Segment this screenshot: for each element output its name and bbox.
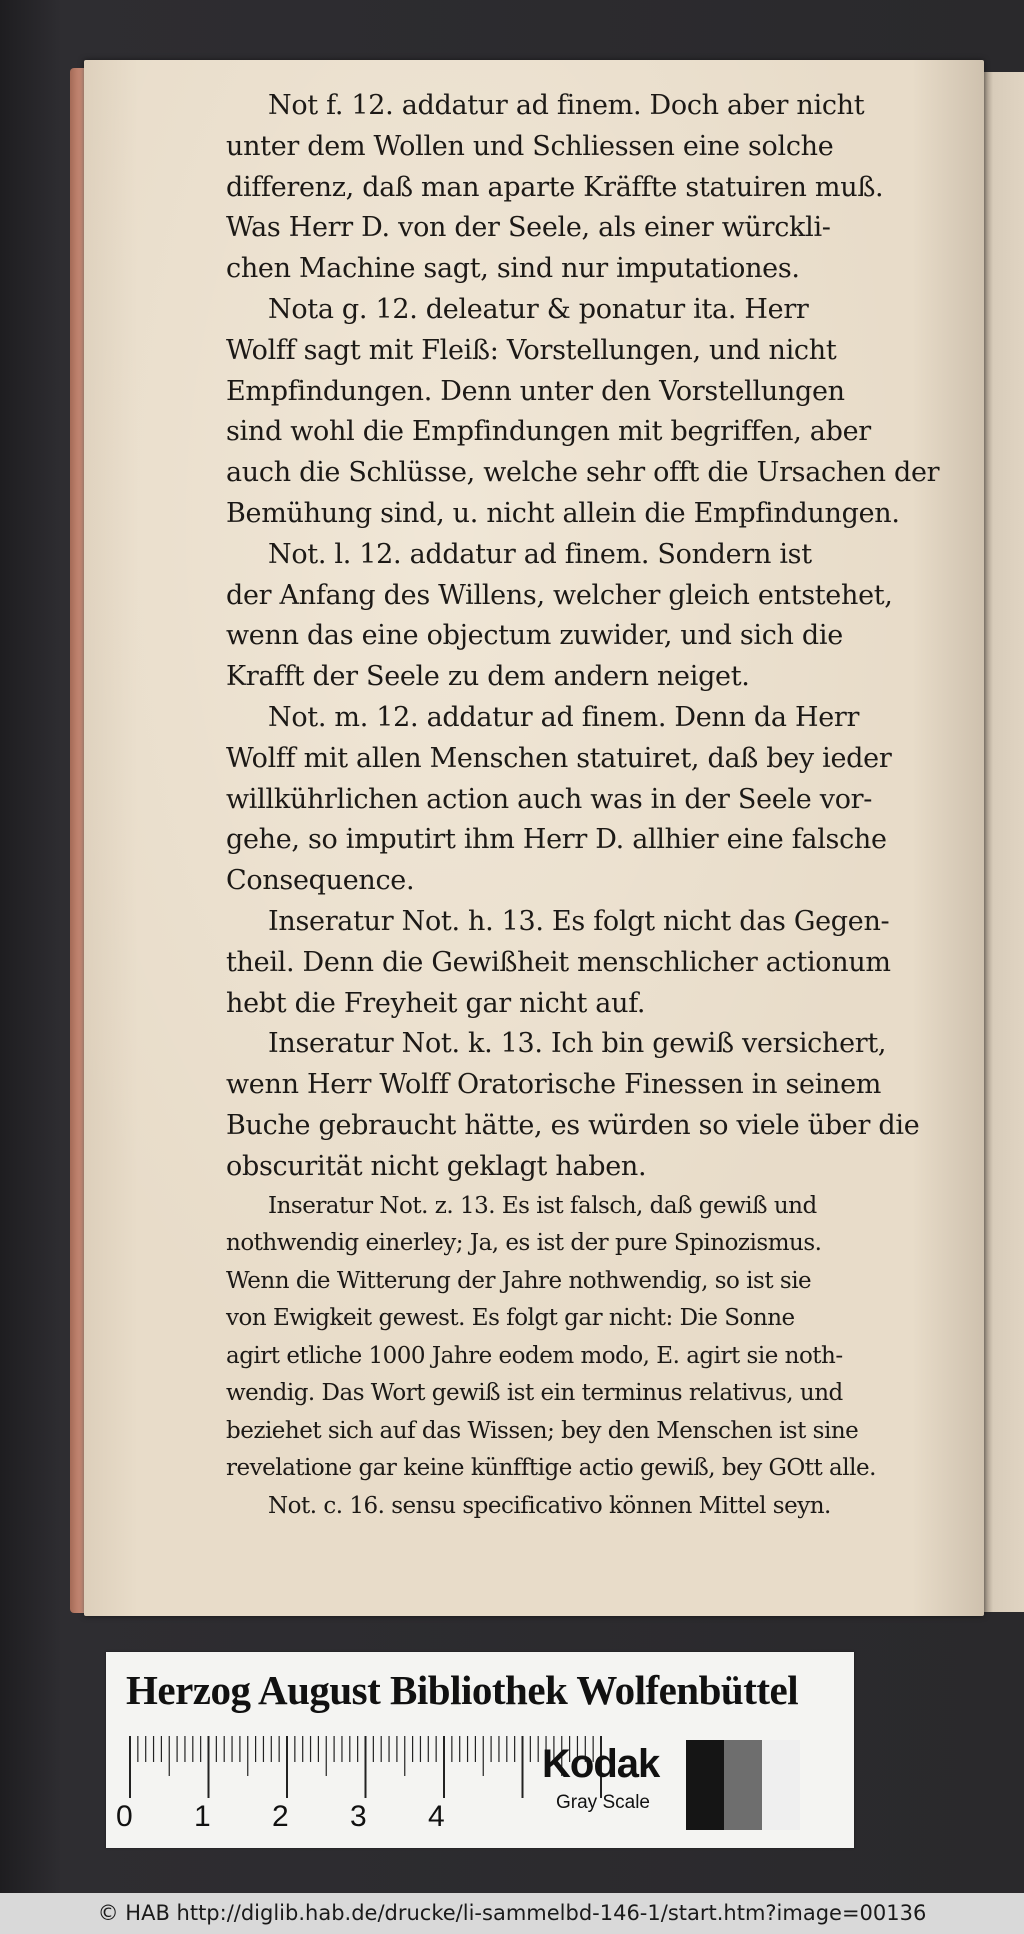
ruler-label: 2: [272, 1800, 289, 1833]
text-line: beziehet sich auf das Wissen; bey den Menschen ist sine: [226, 1417, 859, 1444]
text-line: agirt etliche 1000 Jahre eodem modo, E. agirt sie noth-: [226, 1342, 843, 1369]
text-line: gehe, so imputirt ihm Herr D. allhier eine falsche: [226, 824, 887, 856]
text-line: nothwendig einerley; Ja, es ist der pure Spinozismus.: [226, 1230, 822, 1257]
text-line: revelatione gar keine künfftige actio gewiß, bey GOtt alle.: [226, 1455, 876, 1482]
text-line: chen Machine sagt, sind nur imputationes.: [226, 253, 800, 285]
text-line: von Ewigkeit gewest. Es folgt gar nicht: Die Sonne: [226, 1305, 795, 1332]
text-line: wenn Herr Wolff Oratorische Finessen in seinem: [226, 1069, 882, 1101]
page-text: [226, 86, 938, 1525]
text-line: Not. c. 16. sensu specificativo können Mittel seyn.: [268, 1492, 831, 1519]
credit-line: © HAB http://diglib.hab.de/drucke/li-sammelbd-146-1/start.htm?image=00136: [97, 1901, 927, 1925]
text-line: willkührlichen action auch was in der Seele vor-: [226, 783, 873, 815]
kodak-logo: Kodak: [542, 1742, 660, 1786]
color-target-card: [106, 1652, 854, 1848]
ruler-label: 1: [194, 1800, 211, 1833]
gray-patches: [686, 1740, 800, 1830]
text-line: obscurität nicht geklagt haben.: [226, 1150, 647, 1182]
text-line: Wolff sagt mit Fleiß: Vorstellungen, und nicht: [226, 334, 837, 366]
ruler-labels: [116, 1800, 616, 1836]
text-line: Not f. 12. addatur ad finem. Doch aber nicht: [268, 90, 865, 121]
text-line: Wenn die Witterung der Jahre nothwendig, so ist sie: [226, 1267, 812, 1294]
text-line: Inseratur Not. h. 13. Es folgt nicht das Gegen-: [268, 905, 890, 937]
text-line: theil. Denn die Gewißheit menschlicher actionum: [226, 946, 891, 978]
text-line: Krafft der Seele zu dem andern neiget.: [226, 661, 750, 693]
text-line: Not. l. 12. addatur ad finem. Sondern ist: [268, 538, 812, 570]
text-line: unter dem Wollen und Schliessen eine solche: [226, 130, 834, 162]
text-line: auch die Schlüsse, welche sehr offt die Ursachen der: [226, 457, 940, 489]
text-line: wenn das eine objectum zuwider, und sich die: [226, 620, 843, 652]
ruler-label: 4: [428, 1800, 445, 1833]
text-line: Consequence.: [226, 865, 415, 897]
gray-patch: [724, 1740, 762, 1830]
library-name: Herzog August Bibliothek Wolfenbüttel: [126, 1667, 799, 1713]
text-line: der Anfang des Willens, welcher gleich entstehet,: [226, 579, 893, 611]
gray-patch: [762, 1740, 800, 1830]
ruler-label: 0: [116, 1800, 133, 1833]
text-line: differenz, daß man aparte Kräffte statuiren muß.: [226, 171, 884, 203]
text-line: hebt die Freyheit gar nicht auf.: [226, 987, 646, 1019]
text-line: sind wohl die Empfindungen mit begriffen, aber: [226, 416, 871, 448]
text-line: Not. m. 12. addatur ad finem. Denn da Herr: [268, 701, 860, 733]
ruler-label: 3: [350, 1800, 367, 1833]
gray-patch: [686, 1740, 724, 1830]
footer-bar: [0, 1893, 1024, 1934]
text-line: Was Herr D. von der Seele, als einer würckli-: [226, 212, 831, 244]
text-line: Bemühung sind, u. nicht allein die Empfindungen.: [226, 497, 900, 529]
facing-page-edge: [980, 72, 1024, 1612]
text-line: wendig. Das Wort gewiß ist ein terminus relativus, und: [226, 1380, 843, 1407]
text-line: Inseratur Not. k. 13. Ich bin gewiß versichert,: [268, 1028, 887, 1060]
text-line: Buche gebraucht hätte, es würden so viele über die: [226, 1109, 920, 1141]
text-line: Inseratur Not. z. 13. Es ist falsch, daß gewiß und: [268, 1192, 817, 1219]
text-line: Wolff mit allen Menschen statuiret, daß bey ieder: [226, 742, 892, 774]
text-line: Nota g. 12. deleatur & ponatur ita. Herr: [268, 293, 809, 325]
text-line: Empfindungen. Denn unter den Vorstellungen: [226, 375, 845, 407]
gray-scale-label: Gray Scale: [556, 1792, 650, 1813]
